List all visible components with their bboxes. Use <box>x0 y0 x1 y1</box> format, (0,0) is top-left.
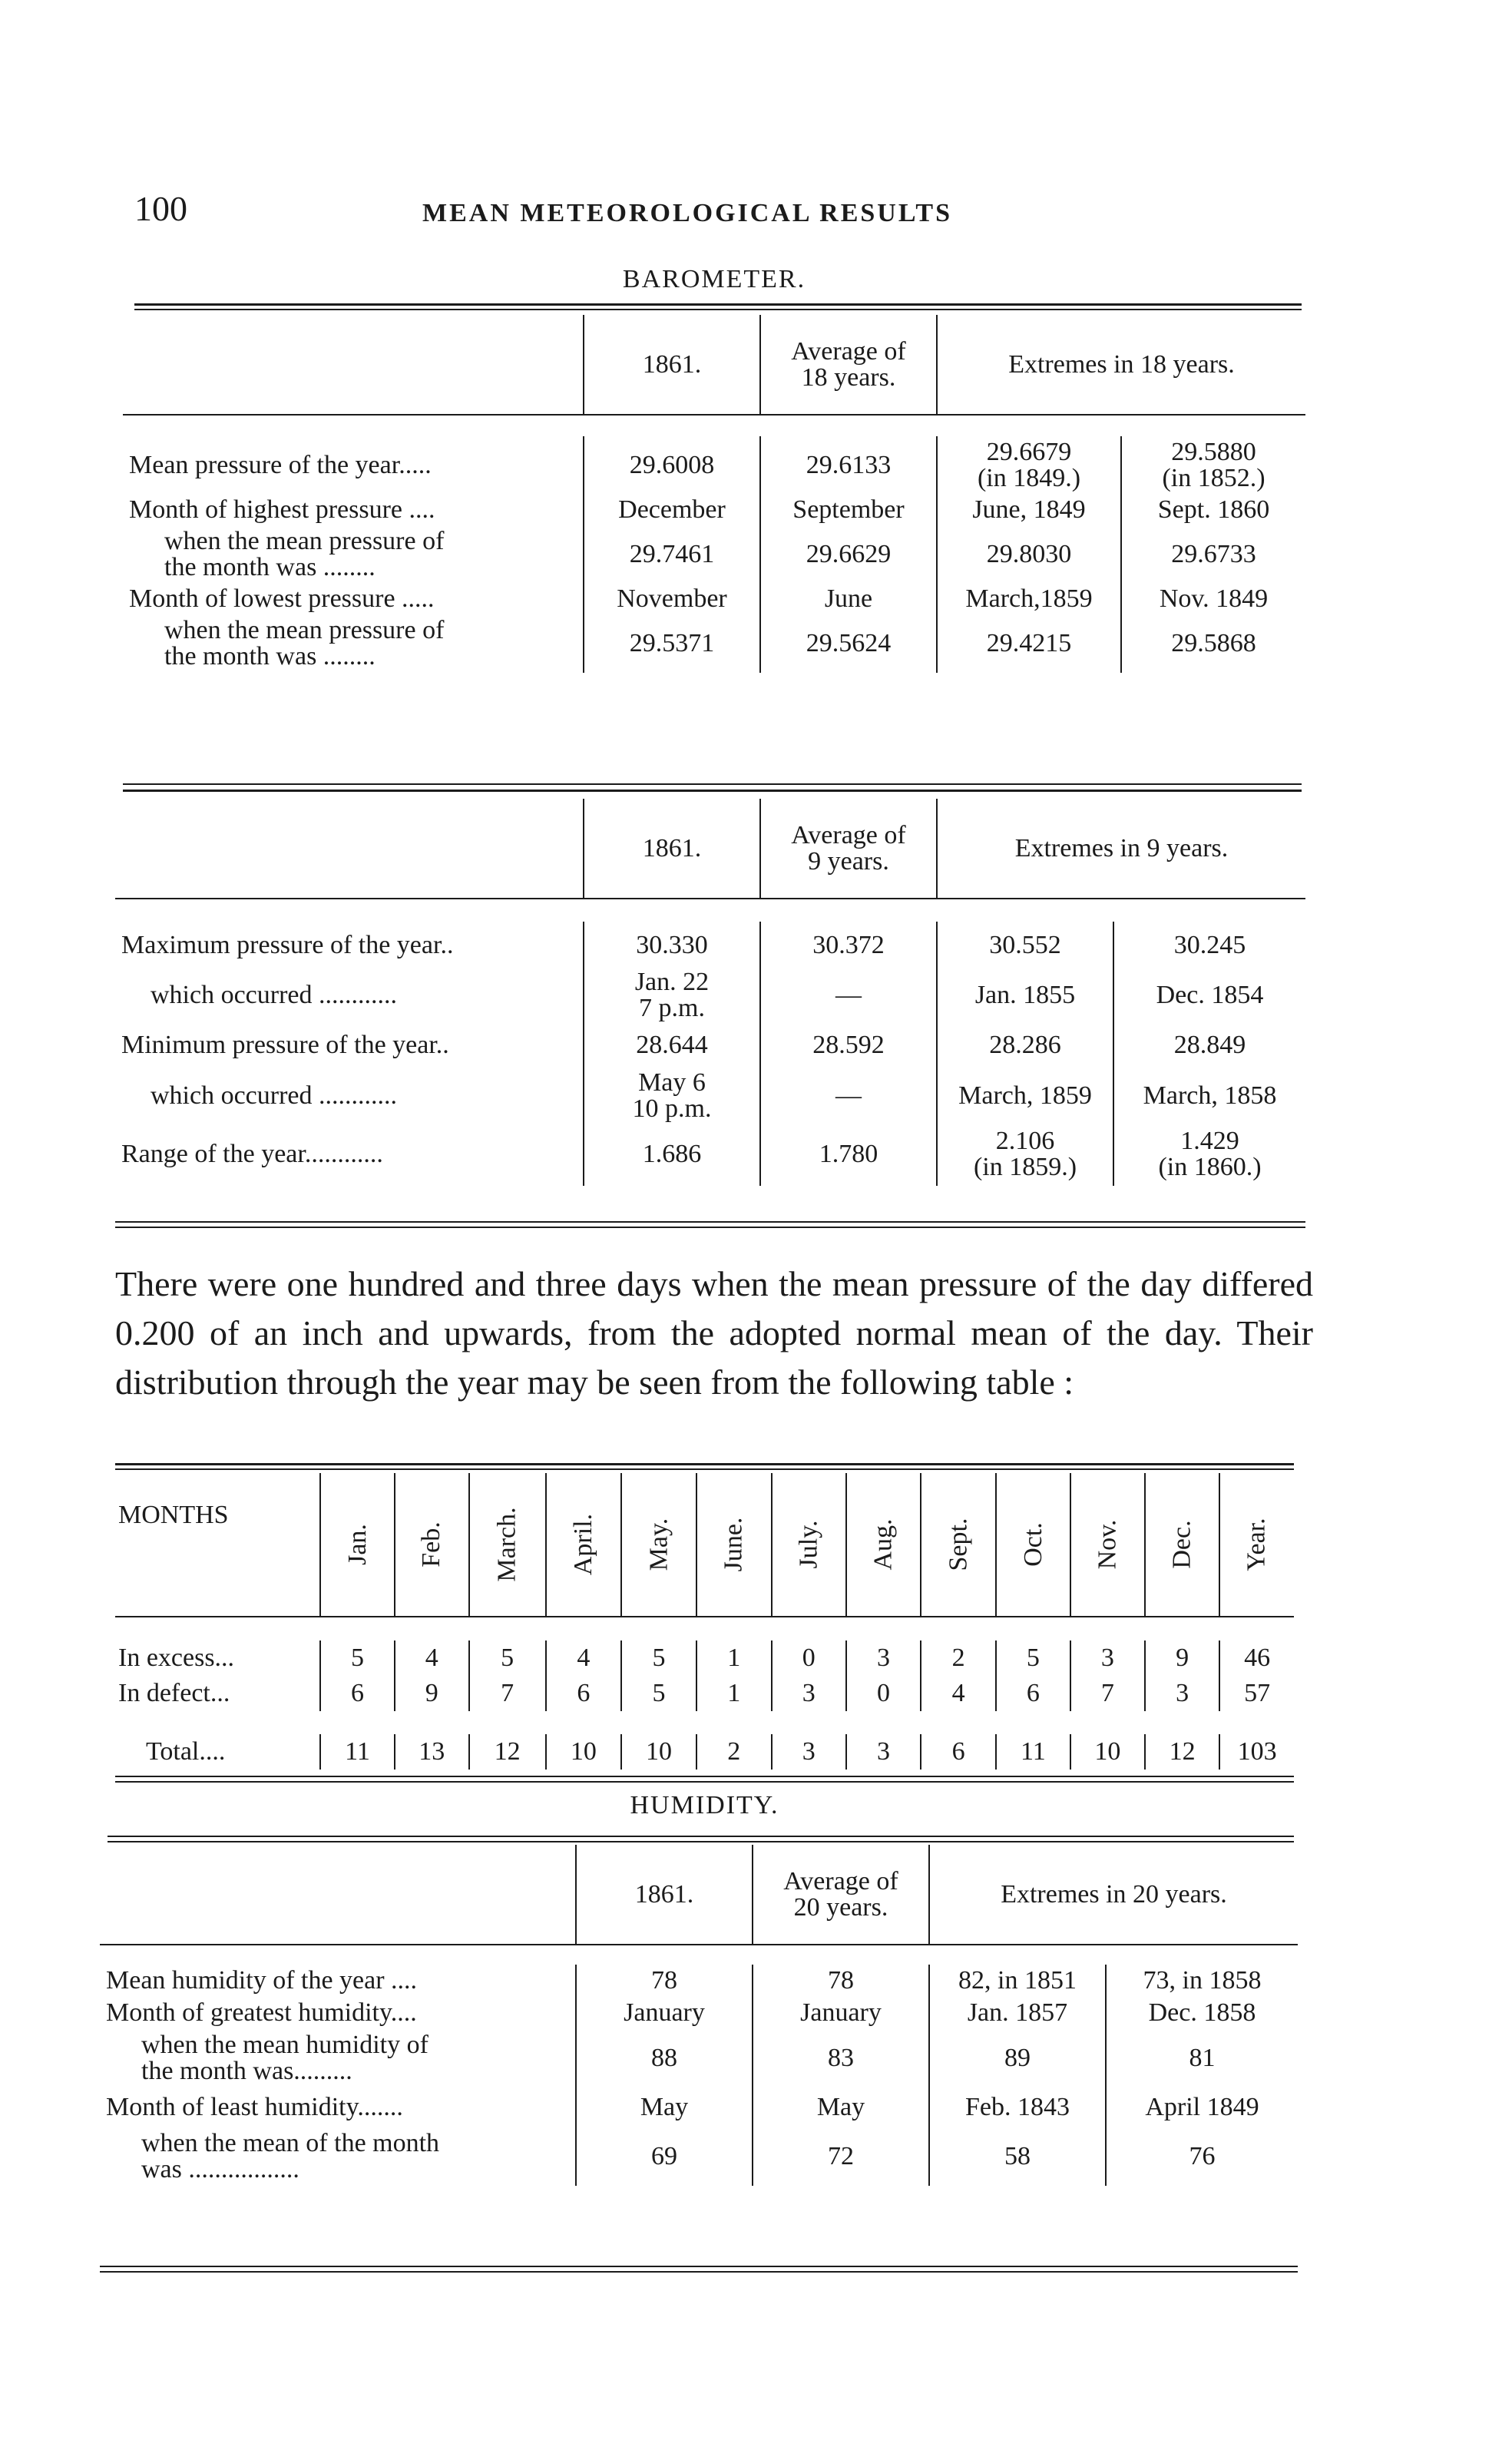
barometer-table <box>123 315 1305 673</box>
cell: 3 <box>1145 1676 1219 1711</box>
col-average: Average of 20 years. <box>753 1845 929 1945</box>
cell: March,1859 <box>937 584 1121 614</box>
cell: 58 <box>929 2127 1106 2186</box>
cell: 3 <box>1070 1640 1145 1676</box>
col-average: Average of 9 years. <box>760 799 937 899</box>
month-header: July. <box>772 1473 846 1617</box>
cell: 4 <box>921 1676 996 1711</box>
month-header: June. <box>696 1473 772 1617</box>
month-header: April. <box>546 1473 622 1617</box>
cell: May <box>576 2087 753 2127</box>
cell: — <box>760 969 937 1021</box>
rule <box>115 1221 1305 1223</box>
cell: 3 <box>846 1734 921 1770</box>
cell: 2 <box>696 1734 772 1770</box>
cell: 29.6629 <box>760 525 937 584</box>
cell: 6 <box>921 1734 996 1770</box>
cell: Sept. 1860 <box>1121 495 1305 525</box>
cell: 5 <box>621 1640 696 1676</box>
month-header: March. <box>469 1473 546 1617</box>
row-label: In excess... <box>118 1644 235 1672</box>
cell: December <box>584 495 760 525</box>
cell: 3 <box>846 1640 921 1676</box>
months-table <box>115 1473 1294 1770</box>
rule <box>108 1841 1294 1842</box>
cell: 28.644 <box>584 1021 760 1069</box>
running-title: MEAN METEOROLOGICAL RESULTS <box>422 199 952 227</box>
col-1861: 1861. <box>584 799 760 899</box>
cell: 30.245 <box>1113 922 1305 969</box>
cell: 6 <box>996 1676 1070 1711</box>
row-label: which occurred ............ <box>151 981 398 1009</box>
col-extremes: Extremes in 18 years. <box>937 315 1305 415</box>
row-label: Range of the year............ <box>121 1140 383 1168</box>
cell: 1.686 <box>584 1123 760 1186</box>
cell: May <box>753 2087 929 2127</box>
month-header: Oct. <box>996 1473 1070 1617</box>
cell: 76 <box>1106 2127 1298 2186</box>
cell: 13 <box>395 1734 469 1770</box>
cell: 12 <box>1145 1734 1219 1770</box>
cell: September <box>760 495 937 525</box>
cell: March, 1858 <box>1113 1069 1305 1123</box>
cell: 10 <box>546 1734 622 1770</box>
row-label: when the mean pressure of the month was ........ <box>164 616 445 670</box>
humidity-title: HUMIDITY. <box>630 1791 779 1819</box>
cell: 29.8030 <box>937 525 1121 584</box>
cell: Jan. 1857 <box>929 1997 1106 2029</box>
month-header: Aug. <box>846 1473 921 1617</box>
cell: 103 <box>1219 1734 1294 1770</box>
cell: 81 <box>1106 2029 1298 2087</box>
row-label: Total.... <box>146 1737 226 1766</box>
cell: Dec. 1858 <box>1106 1997 1298 2029</box>
cell: June, 1849 <box>937 495 1121 525</box>
cell: 0 <box>772 1640 846 1676</box>
rule <box>108 1836 1294 1837</box>
cell: 29.6679 (in 1849.) <box>937 436 1121 495</box>
cell: 1.429 (in 1860.) <box>1113 1123 1305 1186</box>
cell: 29.7461 <box>584 525 760 584</box>
rule <box>134 309 1302 310</box>
cell: 9 <box>395 1676 469 1711</box>
cell: Dec. 1854 <box>1113 969 1305 1021</box>
cell: 1 <box>696 1640 772 1676</box>
cell: November <box>584 584 760 614</box>
cell: 10 <box>621 1734 696 1770</box>
rule <box>115 1468 1294 1470</box>
col-extremes: Extremes in 20 years. <box>929 1845 1298 1945</box>
cell: 7 <box>1070 1676 1145 1711</box>
rule <box>115 1781 1294 1783</box>
cell: June <box>760 584 937 614</box>
cell: 6 <box>320 1676 394 1711</box>
col-extremes: Extremes in 9 years. <box>937 799 1305 899</box>
cell: 83 <box>753 2029 929 2087</box>
cell: 9 <box>1145 1640 1219 1676</box>
cell: January <box>576 1997 753 2029</box>
cell: 5 <box>996 1640 1070 1676</box>
cell: 4 <box>395 1640 469 1676</box>
cell: Jan. 22 7 p.m. <box>584 969 760 1021</box>
cell: March, 1859 <box>937 1069 1113 1123</box>
cell: January <box>753 1997 929 2029</box>
row-label: Month of lowest pressure ..... <box>129 584 435 613</box>
page-number: 100 <box>134 189 187 228</box>
rule <box>100 2266 1298 2267</box>
row-label: Mean humidity of the year .... <box>106 1966 418 1995</box>
row-label: which occurred ............ <box>151 1081 398 1110</box>
cell: 2 <box>921 1640 996 1676</box>
cell: 73, in 1858 <box>1106 1965 1298 1997</box>
col-1861: 1861. <box>584 315 760 415</box>
cell: 88 <box>576 2029 753 2087</box>
cell: 1 <box>696 1676 772 1711</box>
cell: 10 <box>1070 1734 1145 1770</box>
cell: May 6 10 p.m. <box>584 1069 760 1123</box>
month-header: Jan. <box>320 1473 394 1617</box>
cell: 28.592 <box>760 1021 937 1069</box>
pressure-table <box>115 799 1305 1186</box>
cell: Jan. 1855 <box>937 969 1113 1021</box>
row-label: Month of highest pressure .... <box>129 495 435 524</box>
barometer-title: BAROMETER. <box>622 265 806 293</box>
cell: 0 <box>846 1676 921 1711</box>
row-label: Maximum pressure of the year.. <box>121 931 454 959</box>
cell: 5 <box>621 1676 696 1711</box>
row-label: Month of least humidity....... <box>106 2093 403 2121</box>
col-average: Average of 18 years. <box>760 315 937 415</box>
col-1861: 1861. <box>576 1845 753 1945</box>
cell: April 1849 <box>1106 2087 1298 2127</box>
cell: 11 <box>320 1734 394 1770</box>
cell: 29.5624 <box>760 614 937 673</box>
cell: 69 <box>576 2127 753 2186</box>
cell: 29.6133 <box>760 436 937 495</box>
humidity-table <box>100 1845 1298 2186</box>
cell: 6 <box>546 1676 622 1711</box>
cell: 29.5868 <box>1121 614 1305 673</box>
cell: Feb. 1843 <box>929 2087 1106 2127</box>
row-label: Mean pressure of the year..... <box>129 451 432 479</box>
cell: 4 <box>546 1640 622 1676</box>
cell: 2.106 (in 1859.) <box>937 1123 1113 1186</box>
row-label: In defect... <box>118 1679 230 1707</box>
cell: 7 <box>469 1676 546 1711</box>
cell: 3 <box>772 1734 846 1770</box>
page-header <box>115 188 1313 234</box>
cell: — <box>760 1069 937 1123</box>
cell: 29.6008 <box>584 436 760 495</box>
cell: 72 <box>753 2127 929 2186</box>
cell: 57 <box>1219 1676 1294 1711</box>
rule <box>123 790 1302 792</box>
row-label: Month of greatest humidity.... <box>106 1998 417 2027</box>
cell: 78 <box>576 1965 753 1997</box>
month-header: Nov. <box>1070 1473 1145 1617</box>
month-header: Year. <box>1219 1473 1294 1617</box>
rule <box>115 1463 1294 1465</box>
rule <box>115 1776 1294 1777</box>
cell: 89 <box>929 2029 1106 2087</box>
cell: 1.780 <box>760 1123 937 1186</box>
cell: 78 <box>753 1965 929 1997</box>
cell: 3 <box>772 1676 846 1711</box>
cell: 5 <box>320 1640 394 1676</box>
month-header: Sept. <box>921 1473 996 1617</box>
month-header: May. <box>621 1473 696 1617</box>
cell: 29.4215 <box>937 614 1121 673</box>
cell: 30.330 <box>584 922 760 969</box>
row-label: when the mean pressure of the month was ........ <box>164 527 445 581</box>
cell: 28.286 <box>937 1021 1113 1069</box>
cell: 46 <box>1219 1640 1294 1676</box>
cell: 30.372 <box>760 922 937 969</box>
month-header: Dec. <box>1145 1473 1219 1617</box>
months-header-label: MONTHS <box>118 1501 229 1529</box>
month-header: Feb. <box>395 1473 469 1617</box>
cell: 29.5880 (in 1852.) <box>1121 436 1305 495</box>
cell: 12 <box>469 1734 546 1770</box>
row-label: when the mean of the month was ................. <box>141 2129 440 2183</box>
rule <box>115 1227 1305 1228</box>
cell: 29.6733 <box>1121 525 1305 584</box>
rule <box>123 783 1302 785</box>
body-paragraph: There were one hundred and three days when the mean pressure of the day differed 0.200 of an inch and upwards, from the adopted normal mean of the day. Their distribution through the year may be seen from the following table : <box>115 1264 1313 1402</box>
cell: 29.5371 <box>584 614 760 673</box>
cell: 30.552 <box>937 922 1113 969</box>
rule <box>134 303 1302 306</box>
cell: 11 <box>996 1734 1070 1770</box>
cell: 5 <box>469 1640 546 1676</box>
row-label: Minimum pressure of the year.. <box>121 1031 449 1059</box>
row-label: when the mean humidity of the month was......... <box>141 2031 428 2085</box>
cell: 28.849 <box>1113 1021 1305 1069</box>
cell: Nov. 1849 <box>1121 584 1305 614</box>
cell: 82, in 1851 <box>929 1965 1106 1997</box>
rule <box>100 2271 1298 2273</box>
